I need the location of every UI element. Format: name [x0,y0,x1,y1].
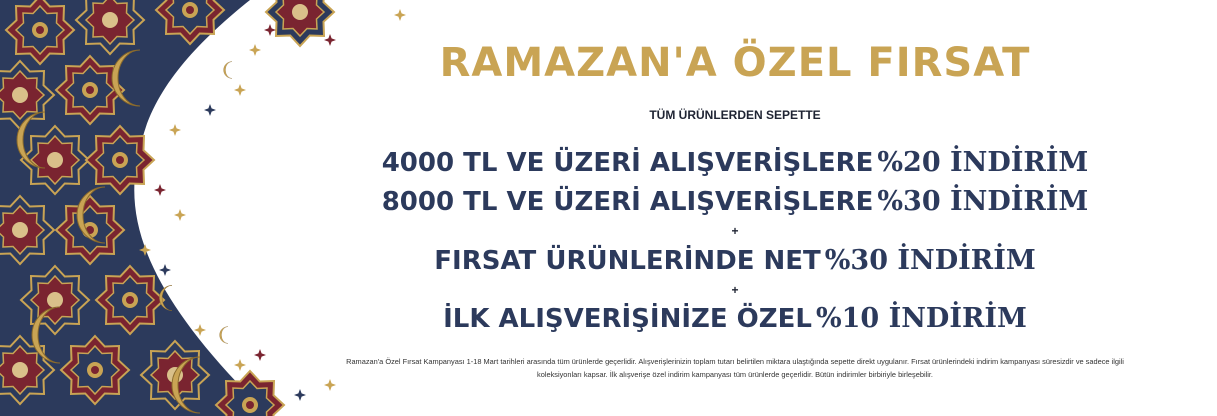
plus-separator-2: + [731,283,739,297]
offer-1-discount: %20 İNDİRİM [877,147,1089,178]
offer-line-1 [330,147,1140,178]
offer-line-4 [330,303,1140,334]
offer-2-text: 8000 TL VE ÜZERİ ALIŞVERİŞLERE [381,187,874,217]
campaign-terms: Ramazan'a Özel Fırsat Kampanyası 1-18 Mart tarihleri arasında tüm ürünlerde geçerlidir. Alışverişlerinizin toplam tutarı belirtilen miktara ulaştığında sepette direkt uygulanır. Fırsat ürünlerindeki indirim kampanyası süresizdir ve sadece ilgili koleksiyonları kapsar. İlk alışverişe özel indirim kampanyası tüm ürünlerde geçerlidir. Bütün indirimler birbiriyle birleşebilir. [346,357,1124,379]
offer-line-2 [330,186,1140,217]
offer-3-text: FIRSAT ÜRÜNLERİNDE NET [434,246,821,276]
campaign-content [330,0,1140,416]
offer-3-discount: %30 İNDİRİM [824,245,1036,276]
offer-4-text: İLK ALIŞVERİŞİNİZE ÖZEL [443,304,812,334]
offer-1-text: 4000 TL VE ÜZERİ ALIŞVERİŞLERE [381,148,874,178]
offer-2-discount: %30 İNDİRİM [877,186,1089,217]
campaign-subtitle: TÜM ÜRÜNLERDEN SEPETTE [649,108,821,122]
offer-line-3 [330,245,1140,276]
offer-4-discount: %10 İNDİRİM [815,303,1027,334]
campaign-title: RAMAZAN'A ÖZEL FIRSAT [439,40,1031,86]
plus-separator-1: + [731,224,739,238]
